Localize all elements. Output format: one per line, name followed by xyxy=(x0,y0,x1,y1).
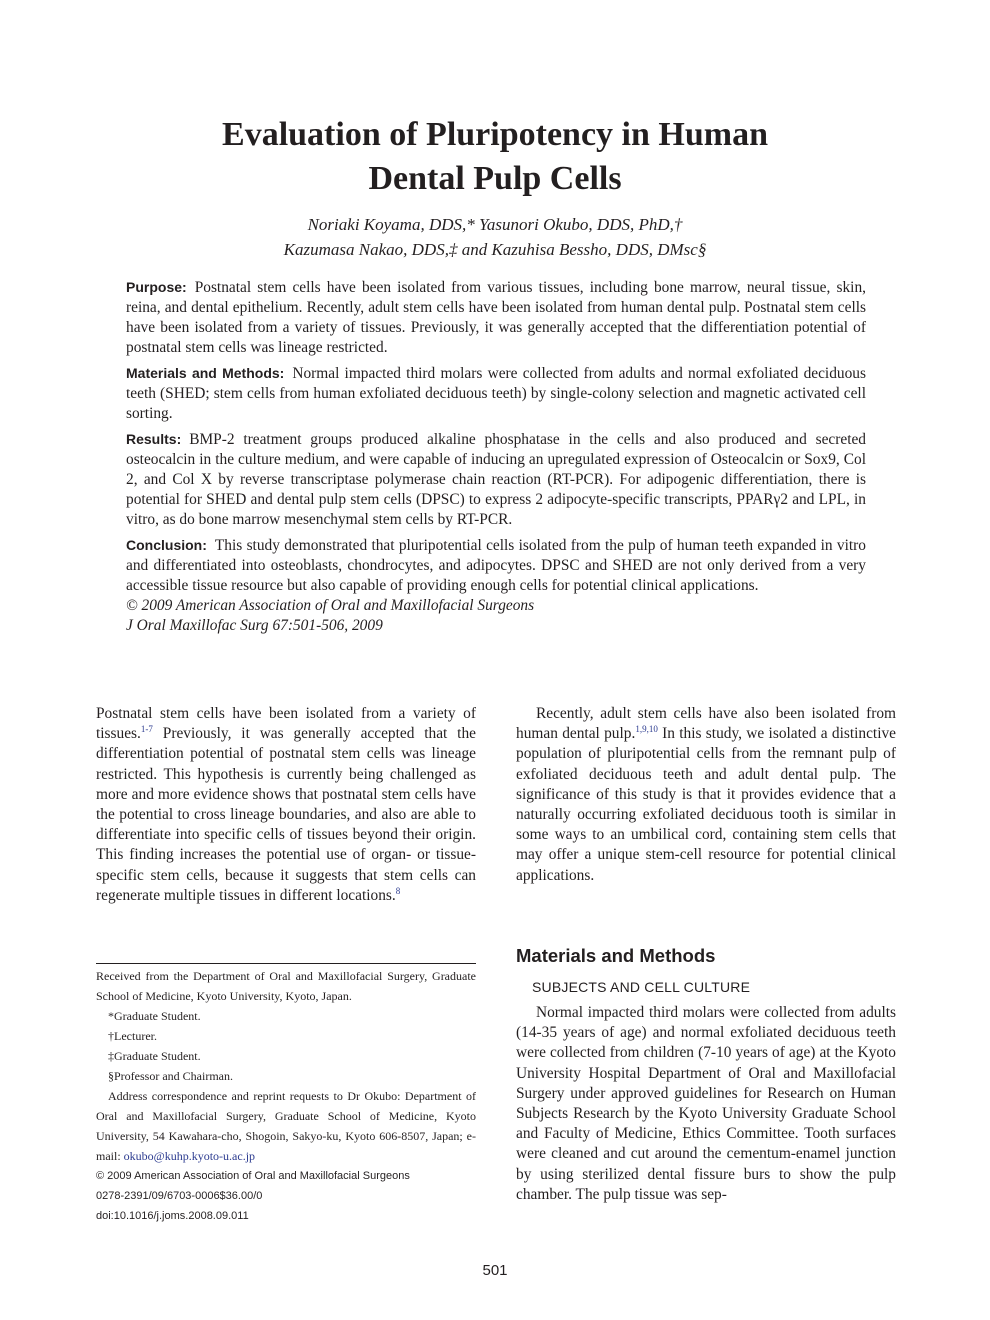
footnote-doi[interactable]: doi:10.1016/j.joms.2008.09.011 xyxy=(96,1210,249,1222)
body-left-column xyxy=(96,704,476,906)
footnote-issn: 0278-2391/09/6703-0006$36.00/0 xyxy=(96,1190,263,1202)
reference-link[interactable]: 1,9,10 xyxy=(635,724,658,735)
title-line-2: Dental Pulp Cells xyxy=(368,160,622,197)
abstract-conclusion xyxy=(126,535,866,596)
footnotes xyxy=(96,966,476,1226)
abstract xyxy=(126,277,866,636)
methods-column xyxy=(516,1003,896,1205)
reference-link[interactable]: 1-7 xyxy=(140,724,153,735)
intro-text-b: Previously, it was generally accepted that the differentiation potential of postnatal stem cells was lineage restricted. This hypothesis is currently being challenged as more and more evidence shows that postnatal stem cells have the potential to cross lineage boundaries, and also are able to differentiate into specific cells of tissues beyond their origin. This finding increases the potential use of organ- or tissue-specific stem cells, because it suggests that stem cells can regenerate multiple tissues in different locations. xyxy=(96,725,476,904)
footnote-3: ‡Graduate Student. xyxy=(108,1049,201,1063)
footnote-1: *Graduate Student. xyxy=(108,1009,201,1023)
title-line-1: Evaluation of Pluripotency in Human xyxy=(222,116,768,153)
purpose-text: Postnatal stem cells have been isolated from various tissues, including bone marrow, neural tissue, skin, reina, and dental epithelium. Recently, adult stem cells have been isolated from human dental pulp. Postnatal stem cells have been isolated from a variety of tissues. Previously, it was generally accepted that the differentiation potential of postnatal stem cells was lineage restricted. xyxy=(126,279,866,356)
intro-paragraph-1 xyxy=(96,704,476,906)
page-number: 501 xyxy=(482,1262,508,1279)
footnote-copyright: © 2009 American Association of Oral and Maxillofacial Surgeons xyxy=(96,1170,410,1182)
footnote-address xyxy=(96,1086,476,1166)
email-link[interactable]: okubo@kuhp.kyoto-u.ac.jp xyxy=(123,1149,256,1163)
footnote-received: Received from the Department of Oral and Maxillofacial Surgery, Graduate School of Medicine, Kyoto University, Kyoto, Japan. xyxy=(96,969,476,1003)
footnote-4: §Professor and Chairman. xyxy=(108,1069,233,1083)
address-text: Address correspondence and reprint requests to Dr Okubo: Department of Oral and Maxillofacial Surgery, Graduate School of Medicine, Kyoto University, 54 Kawahara-cho, Shogoin, Sakyo-ku, Kyoto 606-8507, Japan; e-mail: xyxy=(96,1089,476,1163)
abstract-methods xyxy=(126,363,866,424)
reference-link[interactable]: 8 xyxy=(395,885,401,896)
body-right-column xyxy=(516,704,896,886)
intro-text-a: Postnatal stem cells have been isolated from a variety of tissues. xyxy=(96,705,476,743)
author-list xyxy=(95,212,895,262)
conclusion-text: This study demonstrated that pluripotential cells isolated from the pulp of human teeth expanded in vitro and differentiated into osteoblasts, chondrocytes, and adipocytes. DPSC and SHED are not only derived from a very accessible tissue resource but also capable of providing enough cells for potential clinical applications. xyxy=(126,537,866,594)
abstract-purpose xyxy=(126,277,866,358)
journal-citation: J Oral Maxillofac Surg 67:501-506, 2009 xyxy=(126,617,383,634)
intro2-text-b: In this study, we isolated a distinctive population of pluripotential cells from the remnant pulp of exfoliated deciduous teeth and adult dental pulp. The significance of this study is that it provides evidence that a naturally occurring exfoliated deciduous tooth is similar in some ways to an umbilical cord, containing stem cells that may offer a unique stem-cell resource for potential clinical applications. xyxy=(516,725,896,884)
conclusion-label: Conclusion: xyxy=(126,537,207,553)
abstract-results xyxy=(126,429,866,530)
authors-line-2: Kazumasa Nakao, DDS,‡ and Kazuhisa Bessho, DDS, DMsc§ xyxy=(283,240,707,259)
intro2-text-a: Recently, adult stem cells have also been isolated from human dental pulp. xyxy=(516,705,896,743)
purpose-label: Purpose: xyxy=(126,279,187,295)
abstract-copyright: © 2009 American Association of Oral and Maxillofacial Surgeons xyxy=(126,597,535,614)
results-text: BMP-2 treatment groups produced alkaline phosphatase in the cells and also produced and secreted osteocalcin in the culture medium, and were capable of inducing an upregulated expression of Osteocalcin or Sox9, Col 2, and Col X by reverse transcriptase polymerase chain reaction (RT-PCR). For adipogenic differentiation, there is potential for SHED and dental pulp stem cells (DPSC) to express 2 adipocyte-specific transcripts, PPARγ2 and LPL, in vitro, as do bone marrow mesenchymal stem cells by RT-PCR. xyxy=(126,431,866,528)
footnote-divider xyxy=(96,963,476,964)
methods-text: Normal impacted third molars were collected from adults and normal exfoliated deciduous teeth (SHED; stem cells from human exfoliated deciduous teeth) by single-colony selection and magnetic activated cell sorting. xyxy=(126,365,866,422)
methods-label: Materials and Methods: xyxy=(126,365,285,381)
section-heading: Materials and Methods xyxy=(516,945,716,966)
authors-line-1: Noriaki Koyama, DDS,* Yasunori Okubo, DDS, PhD,† xyxy=(307,215,683,234)
results-label: Results: xyxy=(126,431,182,447)
article-title xyxy=(95,113,895,201)
footnote-2: †Lecturer. xyxy=(108,1029,157,1043)
subsection-heading: SUBJECTS AND CELL CULTURE xyxy=(532,979,751,995)
methods-paragraph-1: Normal impacted third molars were collected from adults (14-35 years of age) and normal exfoliated deciduous teeth were collected from children (7-10 years of age) at the Kyoto University Hospital Department of Oral and Maxillofacial Surgery under approved guidelines for Research on Human Subjects Research by the Kyoto University Graduate School and Faculty of Medicine, Ethics Committee. Tooth surfaces were cleaned and cut around the cementum-enamel junction by using sterilized dental fissure burs to show the pulp chamber. The pulp tissue was sep- xyxy=(516,1004,896,1203)
intro-paragraph-2 xyxy=(516,704,896,886)
